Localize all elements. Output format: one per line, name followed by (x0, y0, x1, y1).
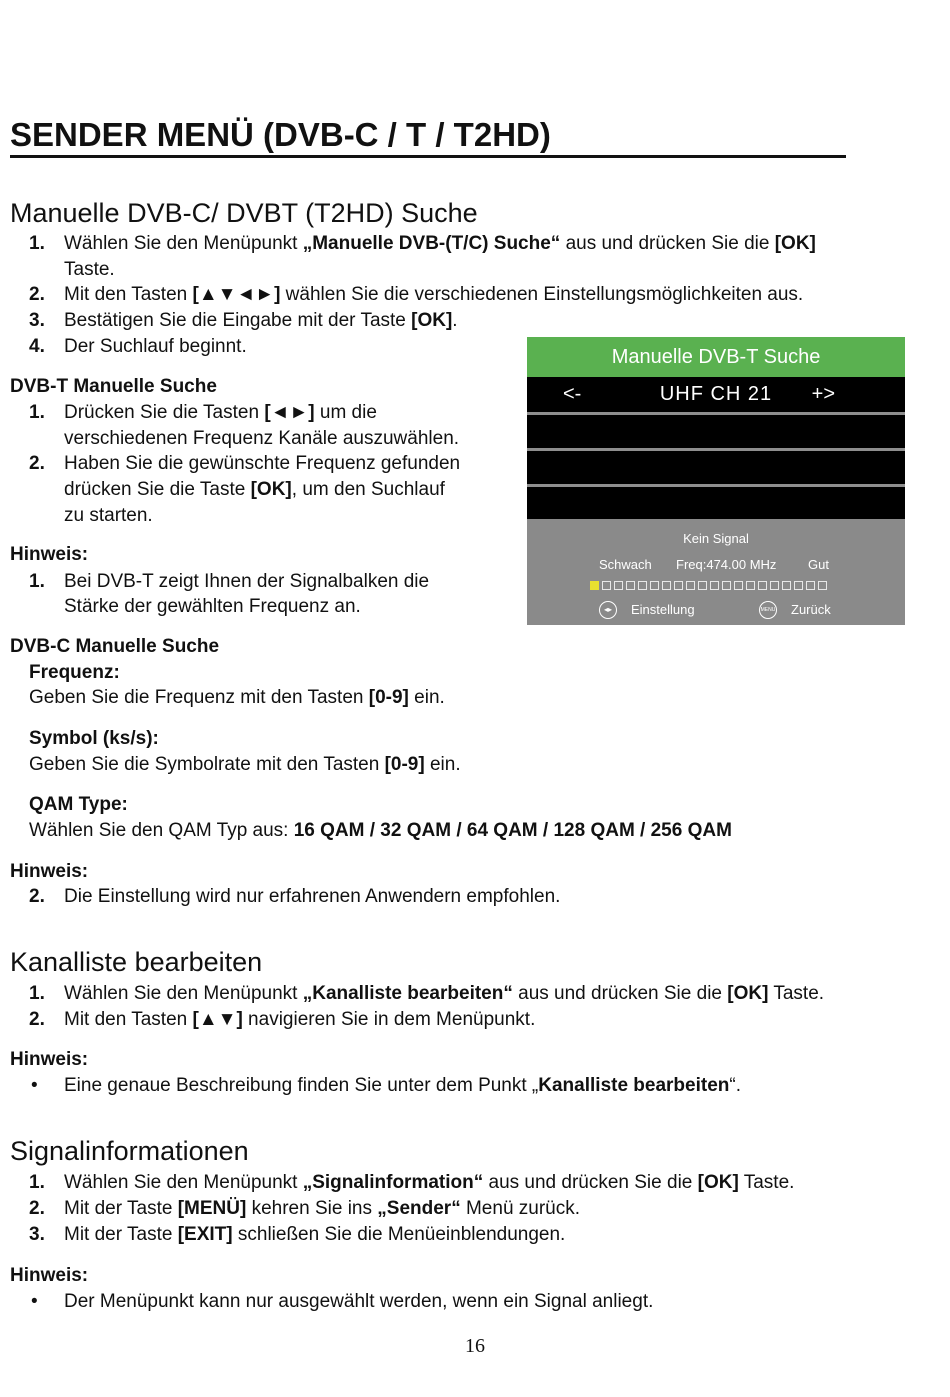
page-number: 16 (465, 1335, 485, 1357)
signal-segment (806, 581, 815, 590)
subheading-dvbc: DVB-C Manuelle Suche (10, 636, 220, 657)
hint-text: Die Einstellung wird nur erfahrenen Anwendern empfohlen. (64, 886, 561, 907)
signal-segment (686, 581, 695, 590)
frequency-readout: Freq:474.00 MHz (676, 557, 777, 572)
list-item: Wählen Sie den Menüpunkt „Kanalliste bearbeiten“ aus und drücken Sie die [OK] Taste. (64, 983, 825, 1004)
signal-good-label: Gut (808, 557, 829, 572)
hint-text: Eine genaue Beschreibung finden Sie unter dem Punkt „Kanalliste bearbeiten“. (64, 1075, 741, 1096)
channel-prev-arrow[interactable]: <- (563, 383, 582, 405)
paragraph: Geben Sie die Frequenz mit den Tasten [0-9] ein. (29, 687, 445, 708)
list-item: Wählen Sie den Menüpunkt „Manuelle DVB-(T/C) Suche“ aus und drücken Sie die [OK] (64, 233, 816, 254)
signal-segment (602, 581, 611, 590)
page-title: SENDER MENÜ (DVB-C / T / T2HD) (10, 116, 551, 153)
back-label: Zurück (791, 602, 831, 617)
paragraph: Geben Sie die Symbolrate mit den Tasten [0-9] ein. (29, 754, 461, 775)
list-number: 2. (29, 284, 45, 305)
left-right-arrows-icon: ◂▸ (599, 601, 617, 619)
empty-row (527, 415, 905, 448)
list-item: Mit der Taste [MENÜ] kehren Sie ins „Sender“ Menü zurück. (64, 1198, 581, 1219)
list-number: 2. (29, 453, 45, 474)
signal-segment (818, 581, 827, 590)
hint-label: Hinweis: (10, 1049, 89, 1070)
section-heading-manual-search: Manuelle DVB-C/ DVBT (T2HD) Suche (10, 198, 478, 228)
title-underline (10, 155, 846, 158)
list-item: Haben Sie die gewünschte Frequenz gefunden (64, 453, 461, 474)
signal-weak-label: Schwach (599, 557, 652, 572)
channel-next-arrow[interactable]: +> (811, 383, 835, 405)
list-item: Mit den Tasten [▲▼] navigieren Sie in dem Menüpunkt. (64, 1009, 536, 1030)
signal-segment (758, 581, 767, 590)
hint-label: Hinweis: (10, 861, 89, 882)
list-item: Bestätigen Sie die Eingabe mit der Taste [OK]. (64, 310, 458, 331)
signal-footer (527, 519, 905, 625)
list-item: Der Suchlauf beginnt. (64, 336, 247, 357)
tv-search-screen (527, 337, 905, 625)
list-number: 1. (29, 1172, 45, 1193)
signal-segment (698, 581, 707, 590)
list-item-continuation: zu starten. (64, 505, 153, 526)
signal-segment (794, 581, 803, 590)
list-number: 3. (29, 310, 45, 331)
list-number: 3. (29, 1224, 45, 1245)
hint-label: Hinweis: (10, 1265, 89, 1286)
signal-segment (662, 581, 671, 590)
signal-status: Kein Signal (683, 531, 749, 546)
signal-segment (782, 581, 791, 590)
list-number: 4. (29, 336, 45, 357)
hint-text: Stärke der gewählten Frequenz an. (64, 596, 361, 617)
list-number: 1. (29, 571, 45, 592)
signal-segment (626, 581, 635, 590)
list-number: 1. (29, 233, 45, 254)
signal-segment (614, 581, 623, 590)
list-item: Drücken Sie die Tasten [◄►] um die (64, 402, 377, 423)
paragraph: Wählen Sie den QAM Typ aus: 16 QAM / 32 QAM / 64 QAM / 128 QAM / 256 QAM (29, 820, 732, 841)
subheading-dvbt: DVB-T Manuelle Suche (10, 376, 217, 397)
signal-segment (638, 581, 647, 590)
section-heading-signal-info: Signalinformationen (10, 1136, 249, 1166)
list-number: 1. (29, 983, 45, 1004)
signal-segment (746, 581, 755, 590)
field-label-qam: QAM Type: (29, 794, 128, 815)
list-item: Mit den Tasten [▲▼◄►] wählen Sie die verschiedenen Einstellungsmöglichkeiten aus. (64, 284, 804, 305)
signal-strength-bar (590, 581, 827, 590)
channel-value: UHF CH 21 (659, 383, 773, 405)
screen-title: Manuelle DVB-T Suche (527, 337, 905, 377)
menu-button-icon: MENU (759, 601, 777, 619)
adjust-label: Einstellung (631, 602, 695, 617)
section-heading-channel-list: Kanalliste bearbeiten (10, 947, 263, 977)
list-item-continuation: drücken Sie die Taste [OK], um den Suchlauf (64, 479, 445, 500)
list-item-continuation: Taste. (64, 259, 115, 280)
signal-segment (650, 581, 659, 590)
empty-row (527, 451, 905, 484)
field-label-symbol: Symbol (ks/s): (29, 728, 159, 749)
signal-segment (710, 581, 719, 590)
hint-label: Hinweis: (10, 544, 89, 565)
signal-segment (734, 581, 743, 590)
list-item: Mit der Taste [EXIT] schließen Sie die Menüeinblendungen. (64, 1224, 566, 1245)
list-number: 2. (29, 1009, 45, 1030)
signal-segment (590, 581, 599, 590)
bullet-icon: • (31, 1075, 38, 1096)
list-item: Wählen Sie den Menüpunkt „Signalinformation“ aus und drücken Sie die [OK] Taste. (64, 1172, 795, 1193)
list-number: 1. (29, 402, 45, 423)
signal-segment (722, 581, 731, 590)
field-label-frequency: Frequenz: (29, 662, 120, 683)
list-number: 2. (29, 1198, 45, 1219)
bullet-icon: • (31, 1291, 38, 1312)
list-number: 2. (29, 886, 45, 907)
hint-text: Der Menüpunkt kann nur ausgewählt werden, wenn ein Signal anliegt. (64, 1291, 654, 1312)
signal-segment (770, 581, 779, 590)
empty-row (527, 487, 905, 519)
signal-segment (674, 581, 683, 590)
channel-selector-row[interactable] (527, 377, 905, 412)
list-item-continuation: verschiedenen Frequenz Kanäle auszuwählen. (64, 428, 460, 449)
hint-text: Bei DVB-T zeigt Ihnen der Signalbalken die (64, 571, 430, 592)
